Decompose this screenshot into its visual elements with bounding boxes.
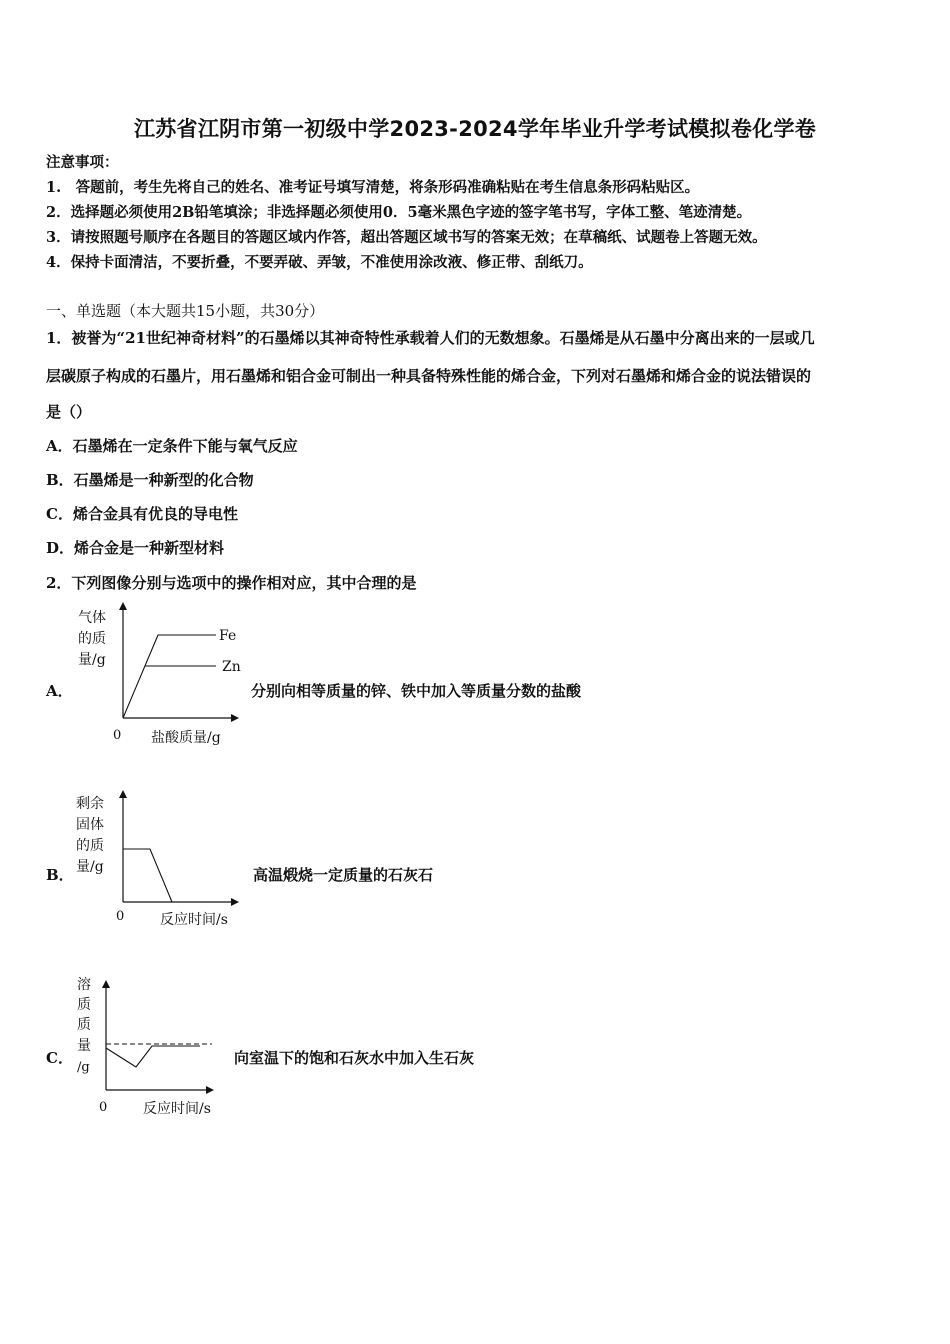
graph-b-ylabel-1: 剩余 bbox=[76, 796, 104, 812]
graph-a-fe-line bbox=[123, 635, 216, 718]
graph-b-ylabel-2: 固体 bbox=[76, 817, 104, 833]
graph-a-xlabel: 盐酸质量/g bbox=[151, 730, 221, 746]
q1-option-b: B．石墨烯是一种新型的化合物 bbox=[46, 471, 254, 489]
graph-c-ylabel-5: /g bbox=[77, 1060, 90, 1075]
notice-item-4: 4．保持卡面清洁，不要折叠，不要弄破、弄皱，不准使用涂改液、修正带、刮纸刀。 bbox=[46, 254, 593, 271]
graph-b-origin: 0 bbox=[116, 909, 125, 924]
q1-option-a: A．石墨烯在一定条件下能与氧气反应 bbox=[46, 437, 298, 455]
notice-heading: 注意事项： bbox=[46, 154, 119, 171]
graph-c-x-arrow bbox=[206, 1086, 214, 1094]
graph-a-origin: 0 bbox=[113, 728, 122, 743]
graph-b-ylabel-4: 量/g bbox=[76, 859, 104, 875]
graph-b-x-arrow bbox=[231, 898, 239, 906]
q2-option-b-graph bbox=[70, 786, 250, 932]
notice-item-2: 2．选择题必须使用2B铅笔填涂；非选择题必须使用0．5毫米黑色字迹的签字笔书写，字体工整、笔迹清楚。 bbox=[46, 204, 752, 221]
graph-c-ylabel-3: 质 bbox=[77, 1017, 91, 1033]
graph-c-xlabel: 反应时间/s bbox=[143, 1101, 211, 1117]
graph-a-ylabel-3: 量/g bbox=[78, 652, 106, 668]
notice-item-1: 1. 答题前，考生先将自己的姓名、准考证号填写清楚，将条形码准确粘贴在考生信息条形码粘贴区。 bbox=[46, 179, 700, 196]
graph-c-curve bbox=[106, 1046, 200, 1067]
q2-option-b-text: 高温煅烧一定质量的石灰石 bbox=[253, 866, 434, 884]
q2-option-b-label: B． bbox=[46, 866, 74, 884]
graph-a-ylabel-1: 气体 bbox=[78, 610, 106, 626]
graph-c-ylabel-1: 溶 bbox=[77, 977, 91, 993]
q2-option-a-text: 分别向相等质量的锌、铁中加入等质量分数的盐酸 bbox=[251, 682, 582, 700]
section-heading: 一、单选题（本大题共15小题，共30分） bbox=[46, 302, 325, 320]
q2-option-c-graph bbox=[70, 970, 230, 1120]
page-title: 江苏省江阴市第一初级中学2023-2024学年毕业升学考试模拟卷化学卷 bbox=[133, 117, 817, 141]
graph-a-x-arrow bbox=[231, 714, 239, 722]
graph-a-zn-label: Zn bbox=[222, 659, 241, 675]
graph-b-xlabel: 反应时间/s bbox=[160, 912, 228, 928]
q2-option-a-graph bbox=[70, 598, 250, 750]
graph-c-ylabel-2: 质 bbox=[77, 997, 91, 1013]
q1-stem-line-1: 1．被誉为“21世纪神奇材料”的石墨烯以其神奇特性承载着人们的无数想象。石墨烯是从石墨中分离出来的一层或几 bbox=[46, 329, 815, 347]
graph-c-ylabel-4: 量 bbox=[77, 1038, 91, 1054]
q1-option-d: D．烯合金是一种新型材料 bbox=[46, 539, 225, 557]
graph-a-y-arrow bbox=[119, 602, 127, 610]
notice-item-3: 3．请按照题号顺序在各题目的答题区域内作答，超出答题区域书写的答案无效；在草稿纸、试题卷上答题无效。 bbox=[46, 229, 767, 246]
graph-a-ylabel-2: 的质 bbox=[78, 631, 106, 647]
graph-c-origin: 0 bbox=[99, 1100, 108, 1115]
q1-stem-line-3: 是（） bbox=[46, 403, 92, 421]
graph-a-fe-label: Fe bbox=[219, 628, 237, 644]
graph-b-ylabel-3: 的质 bbox=[76, 838, 104, 854]
q1-option-c: C．烯合金具有优良的导电性 bbox=[46, 505, 238, 523]
q2-option-a-label: A． bbox=[46, 682, 73, 700]
graph-c-y-arrow bbox=[102, 980, 110, 988]
graph-b-y-arrow bbox=[119, 790, 127, 798]
q1-stem-line-2: 层碳原子构成的石墨片，用石墨烯和铝合金可制出一种具备特殊性能的烯合金，下列对石墨烯和烯合金的说法错误的 bbox=[46, 367, 812, 385]
q2-stem: 2．下列图像分别与选项中的操作相对应，其中合理的是 bbox=[46, 574, 417, 592]
q2-option-c-label: C． bbox=[46, 1049, 73, 1067]
q2-option-c-text: 向室温下的饱和石灰水中加入生石灰 bbox=[234, 1049, 475, 1067]
graph-b-curve bbox=[123, 849, 172, 902]
